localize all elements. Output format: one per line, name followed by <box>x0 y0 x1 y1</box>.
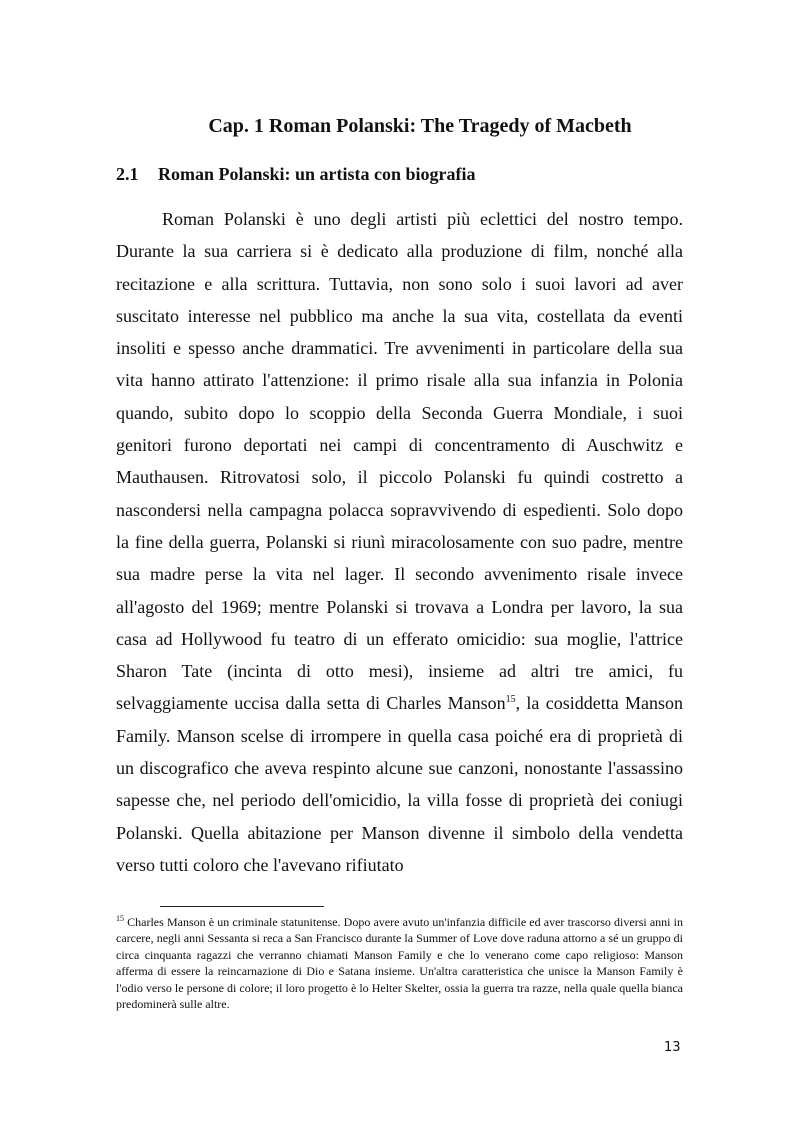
section-number: 2.1 <box>116 164 139 184</box>
footnote <box>116 914 683 1012</box>
footnote-separator <box>160 906 324 907</box>
page-number: 13 <box>664 1040 681 1055</box>
footnote-reference[interactable]: 15 <box>505 694 516 706</box>
footnote-mark: 15 <box>116 914 124 923</box>
footnote-text: Charles Manson è un criminale statunitense. Dopo avere avuto un'infanzia difficile ed aver trascorso diversi anni in carcere, negli anni Sessanta si reca a San Francisco durante la Summer of Love dove raduna attorno a sé un gruppo di circa cinquanta ragazzi che verranno chiamati Manson Family e che lo venerano come capo religioso: Manson afferma di essere la reincarnazione di Dio e Satana insieme. Un'altra caratteristica che unisce la Manson Family è l'odio verso le persone di colore; il loro progetto è lo Helter Skelter, ossia la guerra tra razze, nella quale quella bianca predominerà sulle altre. <box>116 915 683 1012</box>
body-paragraph <box>116 203 683 881</box>
body-text-part-1: Roman Polanski è uno degli artisti più eclettici del nostro tempo. Durante la sua carriera si è dedicato alla produzione di film, nonché alla recitazione e alla scrittura. Tuttavia, non sono solo i suoi lavori ad aver suscitato interesse nel pubblico ma anche la sua vita, costellata da eventi insoliti e spesso anche drammatici. Tre avvenimenti in particolare della sua vita hanno attirato l'attenzione: il primo risale alla sua infanzia in Polonia quando, subito dopo lo scoppio della Seconda Guerra Mondiale, i suoi genitori furono deportati nei campi di concentramento di Auschwitz e Mauthausen. Ritrovatosi solo, il piccolo Polanski fu quindi costretto a nascondersi nella campagna polacca sopravvivendo di espedienti. Solo dopo la fine della guerra, Polanski si riunì miracolosamente con suo padre, mentre sua madre perse la vita nel lager. Il secondo avvenimento risale invece all'agosto del 1969; mentre Polanski si trovava a Londra per lavoro, la sua casa ad Hollywood fu teatro di un efferato omicidio: sua moglie, l'attrice Sharon Tate (incinta di otto mesi), insieme ad altri tre amici, fu selvaggiamente uccisa dalla setta di Charles Manson <box>116 209 683 714</box>
chapter-title: Cap. 1 Roman Polanski: The Tragedy of Macbeth <box>208 115 632 137</box>
section-title: Roman Polanski: un artista con biografia <box>158 164 476 184</box>
section-heading <box>116 164 476 185</box>
body-text-part-2: , la cosiddetta Manson Family. Manson scelse di irrompere in quella casa poiché era di proprietà di un discografico che aveva respinto alcune sue canzoni, nonostante l'assassino sapesse che, nel periodo dell'omicidio, la villa fosse di proprietà dei coniugi Polanski. Quella abitazione per Manson divenne il simbolo della vendetta verso tutti coloro che l'avevano rifiutato <box>116 693 683 875</box>
